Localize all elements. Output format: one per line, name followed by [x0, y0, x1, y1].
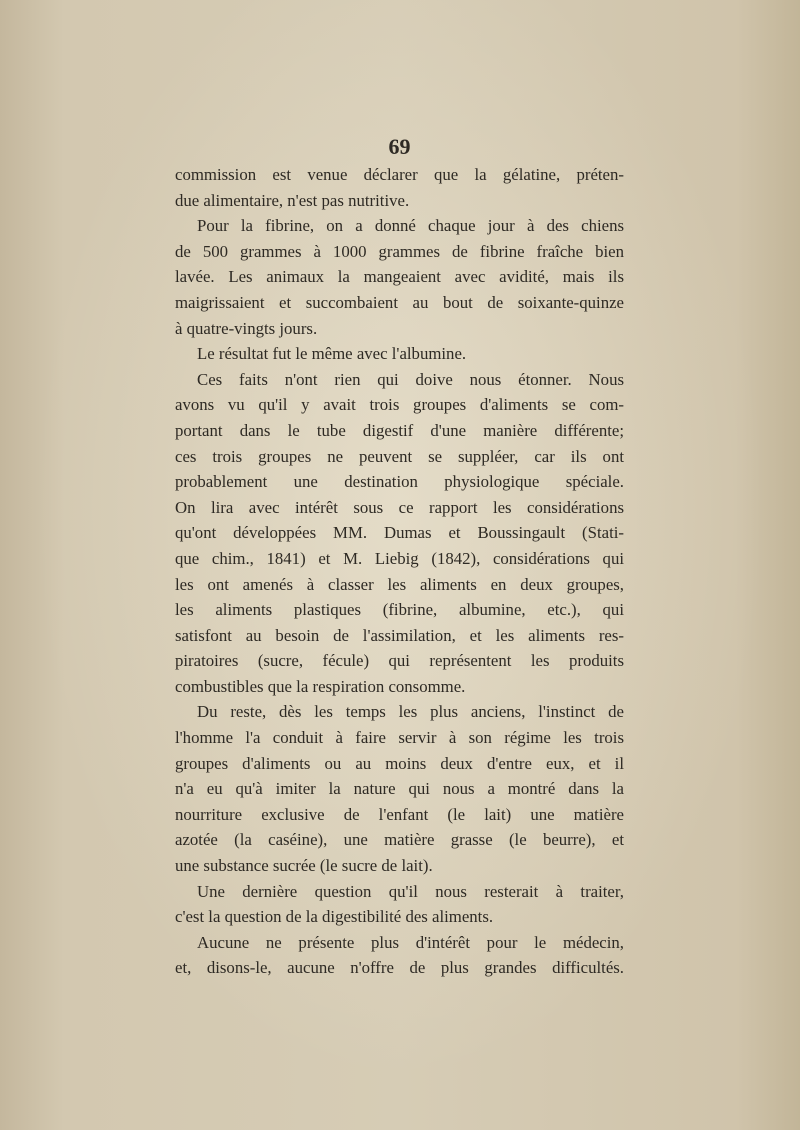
page-text	[175, 132, 624, 981]
text-line: azotée (la caséine), une matière grasse (le beurre), et	[175, 830, 624, 850]
text-line: et, disons-le, aucune n'offre de plus grandes difficultés.	[175, 958, 624, 978]
text-line: ces trois groupes ne peuvent se suppléer, car ils ont	[175, 446, 624, 466]
body-text	[175, 162, 624, 981]
text-line: probablement une destination physiologique spéciale.	[175, 472, 624, 492]
text-line: due alimentaire, n'est pas nutritive.	[175, 190, 410, 210]
text-line: commission est venue déclarer que la gélatine, préten-	[175, 165, 624, 184]
text-line: à quatre-vingts jours.	[175, 318, 318, 338]
text-line: les aliments plastiques (fibrine, albumine, etc.), qui	[175, 600, 624, 620]
text-line: maigrissaient et succombaient au bout de soixante-quinze	[175, 292, 624, 312]
text-line: combustibles que la respiration consomme.	[175, 676, 466, 696]
text-line: qu'ont développées MM. Dumas et Boussingault (Stati-	[175, 523, 624, 543]
text-line: portant dans le tube digestif d'une manière différente;	[175, 420, 624, 440]
text-line: que chim., 1841) et M. Liebig (1842), considérations qui	[175, 548, 624, 568]
text-line: n'a eu qu'à imiter la nature qui nous a montré dans la	[175, 779, 624, 799]
page-number: 69	[388, 134, 411, 159]
text-line: l'homme l'a conduit à faire servir à son régime les trois	[175, 728, 624, 748]
text-line: Pour la fibrine, on a donné chaque jour à des chiens	[197, 216, 624, 236]
text-line: Aucune ne présente plus d'intérêt pour le médecin,	[197, 932, 624, 952]
text-line: groupes d'aliments ou au moins deux d'entre eux, et il	[175, 753, 624, 773]
text-line: Le résultat fut le même avec l'albumine.	[197, 344, 467, 364]
text-line: une substance sucrée (le sucre de lait).	[175, 856, 433, 876]
text-line: les ont amenés à classer les aliments en deux groupes,	[175, 574, 624, 594]
text-line: de 500 grammes à 1000 grammes de fibrine fraîche bien	[175, 241, 624, 261]
text-line: piratoires (sucre, fécule) qui représentent les produits	[175, 651, 624, 671]
text-line: avons vu qu'il y avait trois groupes d'aliments se com-	[175, 395, 624, 415]
text-line: Ces faits n'ont rien qui doive nous étonner. Nous	[197, 369, 624, 389]
text-line: Une dernière question qu'il nous resterait à traiter,	[197, 881, 624, 901]
text-line: satisfont au besoin de l'assimilation, et les aliments res-	[175, 625, 624, 645]
text-line: nourriture exclusive de l'enfant (le lait) une matière	[175, 804, 624, 824]
text-line: On lira avec intérêt sous ce rapport les considérations	[175, 497, 624, 517]
text-line: Du reste, dès les temps les plus anciens, l'instinct de	[197, 702, 624, 722]
text-line: lavée. Les animaux la mangeaient avec avidité, mais ils	[175, 267, 624, 287]
text-line: c'est la question de la digestibilité des aliments.	[175, 907, 494, 927]
